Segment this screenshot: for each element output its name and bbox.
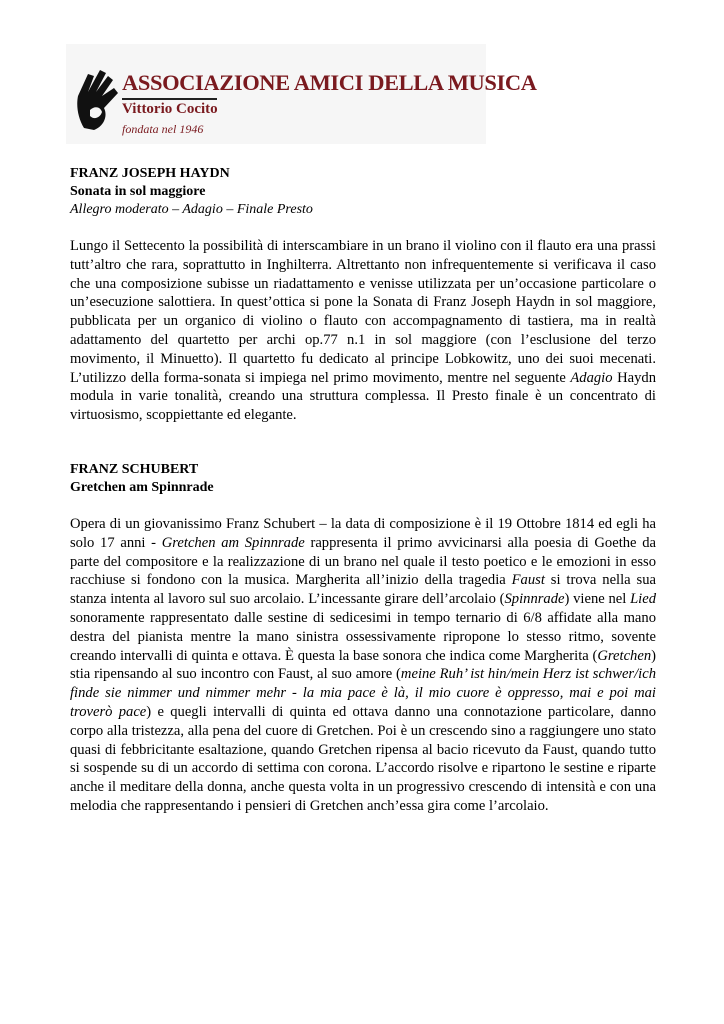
- schubert-composer: FRANZ SCHUBERT: [70, 461, 199, 477]
- schubert-text-4: ) viene nel: [564, 591, 631, 608]
- logo-title: ASSOCIAZIONE AMICI DELLA MUSICA: [122, 70, 537, 95]
- schubert-text-1: Opera di un giovanissimo Franz Schubert – la data di composizione è il 19 Ottobre 1814 ed egli ha solo 17 anni -: [70, 515, 656, 551]
- schubert-text-5: sonoramente rappresentato dalle sestine di sedicesimi in tempo ternario di 6/8 affidate alla mano destra del pianista mentre la mano sinistra ossessivamente ripropone lo stesso ritmo, sovente creando intervalli di quinta e ottava. È questa la base sonora che indica come Margherita (: [70, 609, 656, 664]
- haydn-text-2: Haydn modula in varie tonalità, creando una struttura complessa. Il Presto finale è un concentrato di virtuosismo, scoppiettante ed elegante.: [70, 369, 656, 424]
- haydn-movements: Allegro moderato – Adagio – Finale Presto: [70, 202, 313, 217]
- logo-subtitle: Vittorio Cocito: [122, 101, 218, 117]
- logo-divider: [122, 98, 217, 100]
- schubert-italic-5: Gretchen: [597, 647, 652, 664]
- hand-logo-icon: [74, 68, 120, 134]
- schubert-italic-3: Spinnrade: [504, 591, 565, 608]
- haydn-text-1: Lungo il Settecento la possibilità di interscambiare in un brano il violino con il flauto era una prassi tutt’altro che rara, soprattutto in Inghilterra. Altrettanto non infrequentemente si verificava il caso che una composizione subisse un riadattamento e venisse utilizzata per un’occasione particolare o un’esecuzione salottiera. In quest’ottica si pone la Sonata di Franz Joseph Haydn in sol maggiore, pubblicata per un organico di violino o flauto con accompagnamento di tastiera, ma in realtà adattamento del quartetto per archi op.77 n.1 in sol maggiore (con l’esclusione del terzo movimento, il Minuetto). Il quartetto fu dedicato al principe Lobkowitz, uno dei suoi mecenati. L’utilizzo della forma-sonata si impiega nel primo movimento, mentre nel seguente: [70, 238, 656, 386]
- schubert-italic-6: meine Ruh’ ist hin/mein Herz ist schwer/ich finde sie nimmer und nimmer mehr - la mia pace è là, il mio cuore è oppresso, mai e poi mai troverò pace: [70, 666, 656, 720]
- haydn-composer: FRANZ JOSEPH HAYDN: [70, 166, 230, 181]
- schubert-italic-4: Lied: [630, 591, 657, 608]
- haydn-work-title: Sonata in sol maggiore: [70, 184, 206, 199]
- haydn-adagio: Adagio: [570, 369, 613, 386]
- document-body: [70, 165, 656, 816]
- schubert-text-7: ) e quegli intervalli di quinta ed ottava danno una connotazione particolare, danno corpo alla tristezza, alla pena del cuore di Gretchen. Poi è un crescendo sino a raggiungere uno stato quasi di febbricitante esaltazione, quando Gretchen ripensa al bacio ricevuto da Faust, quando tutto si sospende su di un accordo di settima con corona. L’accordo risolve e ripartono le sestine e riparte anche il meditare della donna, anche questa volta in un progressivo crescendo di intensità e con una melodia che rappresentando i pensieri di Gretchen anch’essa gira come l’arcolaio.: [70, 703, 656, 814]
- association-logo: [66, 44, 537, 144]
- schubert-text-6: ) stia ripensando al suo incontro con Faust, al suo amore (: [70, 647, 656, 683]
- schubert-paragraph: [70, 515, 656, 816]
- haydn-paragraph: [70, 237, 656, 425]
- schubert-italic-2: Faust: [511, 572, 545, 589]
- schubert-work-title: Gretchen am Spinnrade: [70, 479, 214, 495]
- schubert-text-3: si trova nella sua stanza intenta al lavoro sul suo arcolaio. L’incessante girare dell’arcolaio (: [70, 572, 656, 608]
- schubert-text-2: rappresenta il primo avvicinarsi alla poesia di Goethe da parte del compositore e la realizzazione di un brano nel quale il testo poetico e le emozioni in esso racchiuse si fondono con la musica. Margherita all’inizio della tragedia: [70, 534, 656, 589]
- schubert-italic-1: Gretchen am Spinnrade: [161, 534, 305, 551]
- logo-founded: fondata nel 1946: [122, 122, 204, 136]
